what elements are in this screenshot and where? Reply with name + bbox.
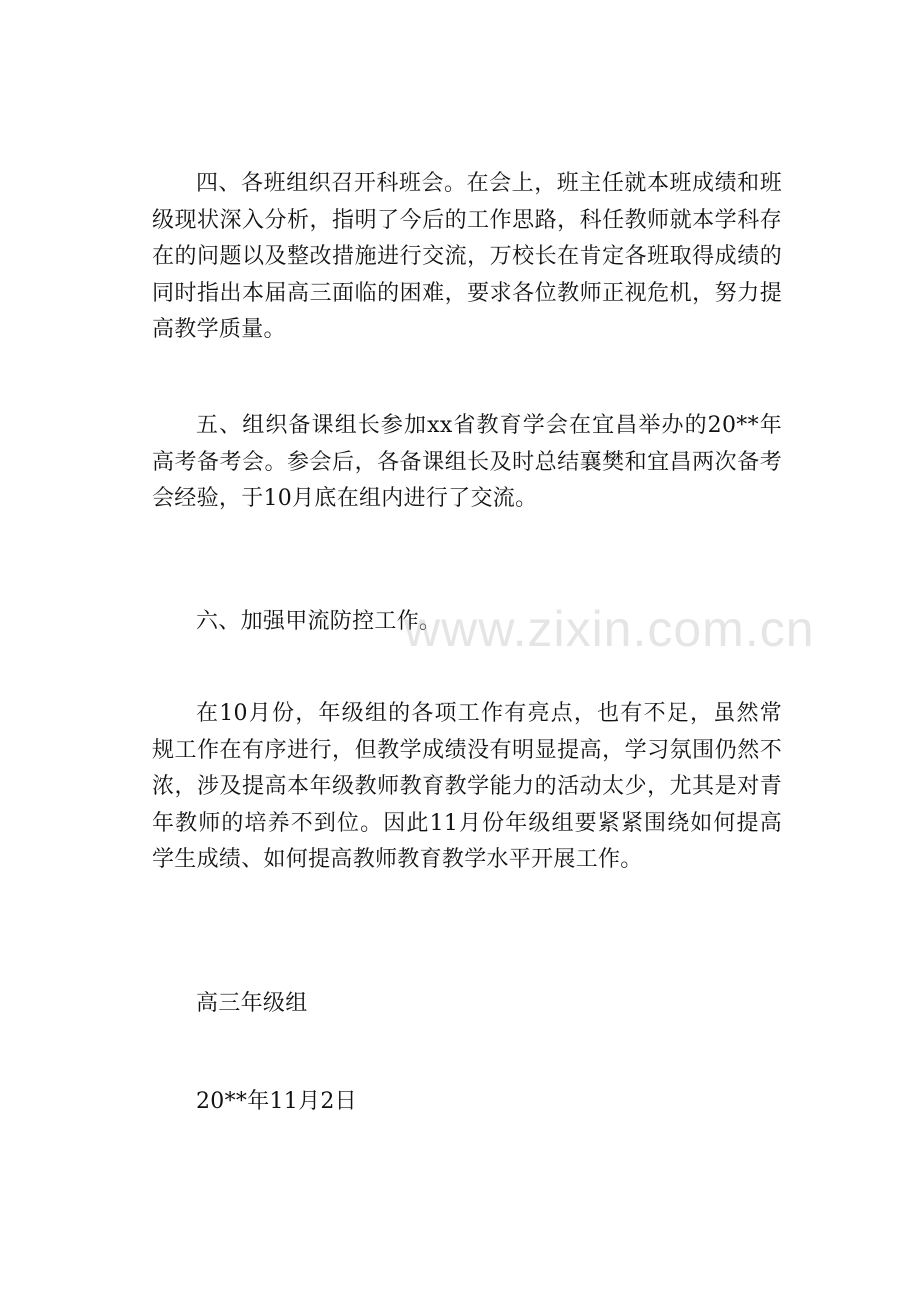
paragraph-flu-prevention: 六、加强甲流防控工作。 xyxy=(196,609,442,634)
watermark-text: www.zixin.com.cn xyxy=(404,601,815,657)
paragraph-class-meetings: 四、各班组织召开科班会。在会上，班主任就本班成绩和班级现状深入分析，指明了今后的工作思路，科任教师就本学科存在的问题以及整改措施进行交流，万校长在肯定各班取得成绩的同时指出本届高三面临的困难，要求各位教师正视危机，努力提高教学质量。 xyxy=(152,171,782,342)
document-date: 20**年11月2日 xyxy=(196,1089,357,1114)
paragraph-monthly-summary: 在10月份，年级组的各项工作有亮点，也有不足，虽然常规工作在有序进行，但教学成绩没有明显提高，学习氛围仍然不浓，涉及提高本年级教师教育教学能力的活动太少，尤其是对青年教师的培养不到位。因此11月份年级组要紧紧围绕如何提高学生成绩、如何提高教师教育教学水平开展工作。 xyxy=(152,701,782,872)
signature-department: 高三年级组 xyxy=(196,991,308,1016)
paragraph-exam-prep-meeting: 五、组织备课组长参加xx省教育学会在宜昌举办的20**年高考备考会。参会后，各备课组长及时总结襄樊和宜昌两次备考会经验，于10月底在组内进行了交流。 xyxy=(152,413,782,511)
